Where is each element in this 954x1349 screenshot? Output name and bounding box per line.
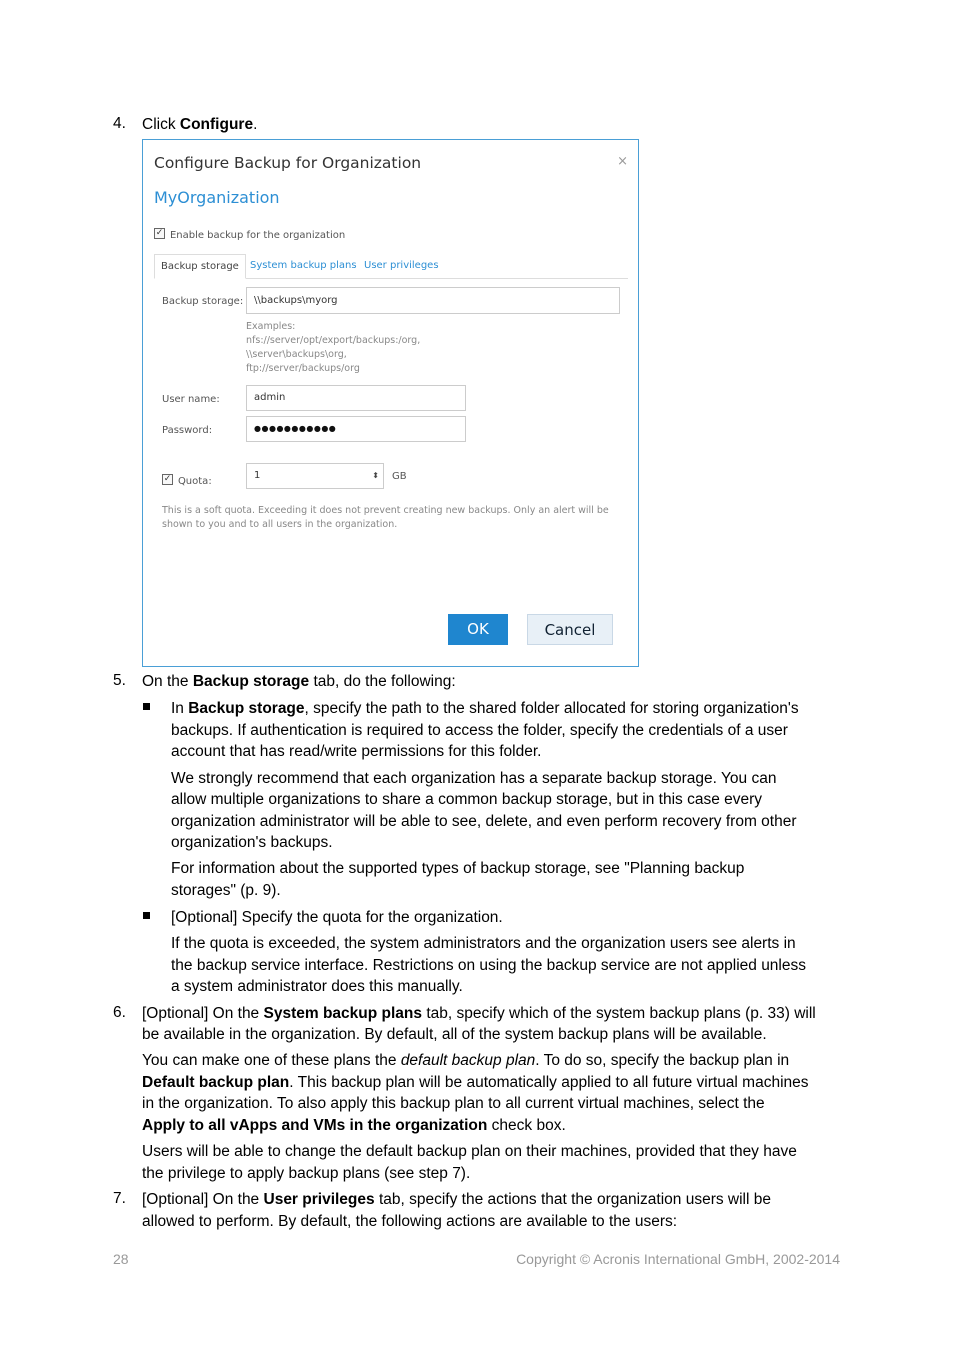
step-6-number: 6.	[113, 1004, 126, 1021]
bullet-1-line-2: backups. If authentication is required to access the folder, specify the credentials of a user	[171, 722, 788, 739]
enable-backup-label: Enable backup for the organization	[169, 230, 346, 241]
para-3-line-1: If the quota is exceeded, the system administrators and the organization users see alerts in	[171, 935, 796, 952]
para-1-line-3: organization administrator will be able to see, delete, and even perform recovery from other	[171, 813, 797, 830]
para-1-line-1: We strongly recommend that each organization has a separate backup storage. You can	[171, 770, 777, 787]
step-4-number: 4.	[113, 115, 126, 132]
dialog-title: Configure Backup for Organization	[154, 154, 422, 172]
step-6-para-c-line-2: the privilege to apply backup plans (see step 7).	[142, 1165, 471, 1182]
para-1-line-4: organization's backups.	[171, 834, 333, 851]
bullet-1-line-1: In Backup storage, specify the path to the shared folder allocated for storing organization's	[171, 700, 799, 717]
configure-backup-dialog	[142, 139, 639, 667]
user-name-label: User name:	[162, 394, 220, 405]
quota-checkbox-row[interactable]	[162, 470, 212, 488]
tab-backup-storage[interactable]: Backup storage	[154, 254, 246, 279]
step-5-number: 5.	[113, 672, 126, 689]
enable-backup-checkbox[interactable]: ✓	[155, 228, 164, 238]
tab-bar	[154, 254, 628, 279]
step-4-text: Click Configure.	[142, 116, 258, 133]
close-icon[interactable]: ×	[617, 154, 628, 169]
bullet-1	[143, 703, 150, 710]
password-input[interactable]: ●●●●●●●●●●●	[246, 416, 466, 442]
quota-stepper[interactable]	[246, 463, 384, 489]
cancel-button[interactable]: Cancel	[527, 614, 613, 645]
bullet-2	[143, 912, 150, 919]
step-7-line-2: allowed to perform. By default, the following actions are available to the users:	[142, 1213, 678, 1230]
copyright: Copyright © Acronis International GmbH, 2002-2014	[516, 1251, 840, 1267]
user-name-input[interactable]: admin	[246, 385, 466, 411]
quota-unit: GB	[392, 471, 407, 482]
step-6-para-b-line-4: Apply to all vApps and VMs in the organization check box.	[142, 1117, 566, 1134]
step-7-line-1: [Optional] On the User privileges tab, specify the actions that the organization users will be	[142, 1191, 771, 1208]
bullet-1-line-3: account that has read/write permissions for this folder.	[171, 743, 542, 760]
step-6-para-c-line-1: Users will be able to change the default backup plan on their machines, provided that they have	[142, 1143, 797, 1160]
step-6-para-b-line-3: in the organization. To also apply this backup plan to all current virtual machines, select the	[142, 1095, 765, 1112]
step-7-number: 7.	[113, 1190, 126, 1207]
backup-storage-input[interactable]: \\backups\myorg	[246, 287, 620, 314]
page-number: 28	[113, 1251, 129, 1267]
para-1-line-2: allow multiple organizations to share a common backup storage, but in this case every	[171, 791, 763, 808]
para-3-line-2: the backup service interface. Restrictions on using the backup service are not applied unless	[171, 957, 806, 974]
step-6-para-b-line-1: You can make one of these plans the default backup plan. To do so, specify the backup plan in	[142, 1052, 790, 1069]
para-2-line-1: For information about the supported types of backup storage, see "Planning backup	[171, 860, 745, 877]
step-5-text: On the Backup storage tab, do the following:	[142, 673, 456, 690]
quota-note: This is a soft quota. Exceeding it does not prevent creating new backups. Only an alert will be shown to you and to all users in the organization.	[162, 505, 609, 530]
para-2-line-2: storages" (p. 9).	[171, 882, 281, 899]
storage-examples: Examples: nfs://server/opt/export/backups:/org, \\server\backups\org, ftp://server/backups/org	[246, 321, 421, 374]
enable-backup-checkbox-row[interactable]	[154, 224, 345, 242]
step-6-line-1: [Optional] On the System backup plans tab, specify which of the system backup plans (p. 33) will	[142, 1005, 816, 1022]
password-label: Password:	[162, 425, 213, 436]
quota-checkbox[interactable]: ✓	[163, 474, 172, 484]
backup-storage-label: Backup storage:	[162, 296, 244, 307]
tab-user-privileges[interactable]: User privileges	[364, 260, 439, 271]
quota-label: Quota:	[177, 476, 212, 487]
quota-value: 1	[254, 470, 261, 481]
step-6-line-2: be available in the organization. By default, all of the system backup plans will be available.	[142, 1026, 767, 1043]
para-3-line-3: a system administrator does this manually.	[171, 978, 463, 995]
ok-button[interactable]: OK	[448, 614, 508, 645]
step-6-para-b-line-2: Default backup plan. This backup plan will be automatically applied to all future virtual machines	[142, 1074, 809, 1091]
bullet-2-line-1: [Optional] Specify the quota for the organization.	[171, 909, 503, 926]
spinner-icon[interactable]: ⬍	[372, 471, 379, 480]
organization-name: MyOrganization	[154, 188, 280, 207]
tab-system-backup-plans[interactable]: System backup plans	[250, 260, 357, 271]
